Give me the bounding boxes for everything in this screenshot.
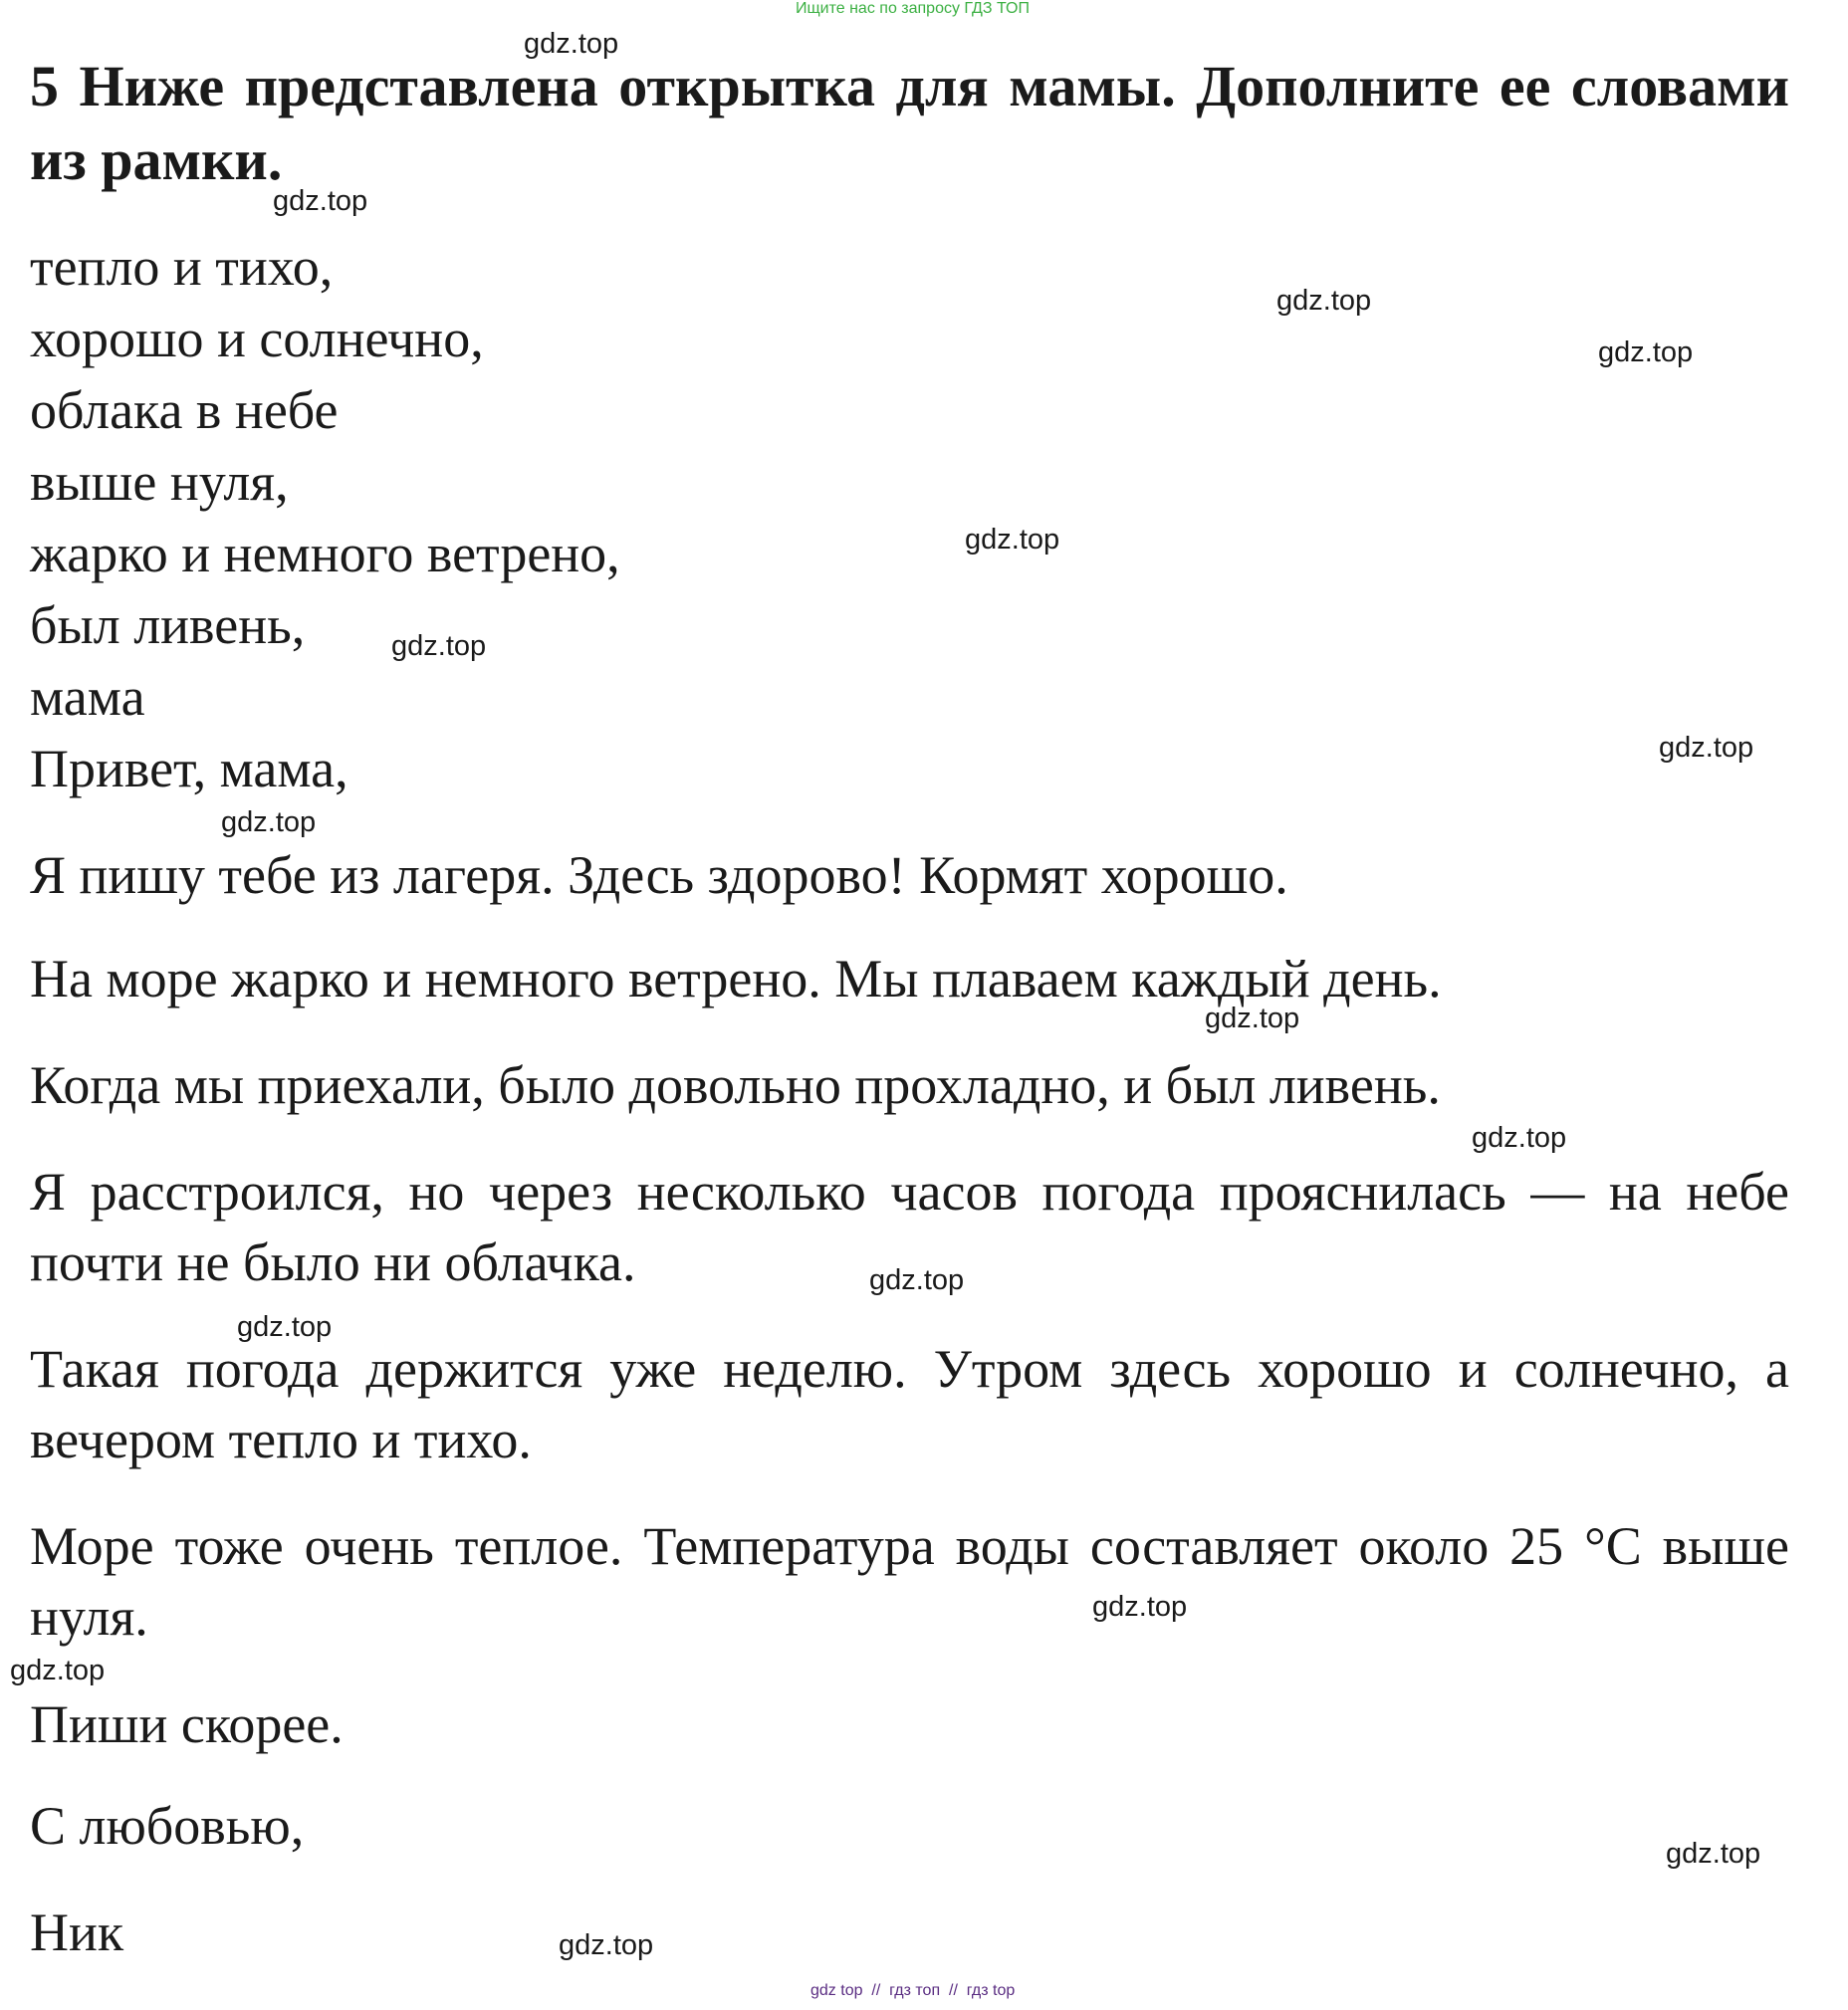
watermark: gdz.top — [1205, 1003, 1300, 1034]
watermark: gdz.top — [869, 1264, 965, 1296]
search-banner: Ищите нас по запросу ГДЗ ТОП — [796, 0, 1030, 17]
word-box-item: жарко и немного ветрено, — [30, 524, 620, 583]
watermark: gdz.top — [1666, 1838, 1761, 1870]
letter-closing: С любовью, — [30, 1796, 305, 1856]
task-title: 5 Ниже представлена открытка для мамы. Дополните ее словами из рамки. — [30, 54, 1789, 192]
watermark: gdz.top — [221, 806, 317, 838]
watermark: gdz.top — [391, 630, 487, 662]
watermark: gdz.top — [559, 1929, 654, 1961]
watermark: gdz.top — [524, 28, 619, 60]
watermark: gdz.top — [237, 1311, 333, 1343]
word-box-item: тепло и тихо, — [30, 237, 334, 297]
letter-paragraph: На море жарко и немного ветрено. Мы плаваем каждый день. — [30, 949, 1442, 1008]
letter-paragraph: Море тоже очень теплое. Температура воды составляет около 25 °С выше нуля. — [30, 1516, 1789, 1647]
watermark: gdz.top — [1472, 1122, 1567, 1154]
word-box-item: мама — [30, 667, 145, 727]
word-box-item: облака в небе — [30, 380, 339, 440]
word-box-item: выше нуля, — [30, 452, 289, 512]
watermark: gdz.top — [10, 1655, 106, 1686]
word-box-item: был ливень, — [30, 595, 306, 655]
letter-paragraph: Я пишу тебе из лагеря. Здесь здорово! Кормят хорошо. — [30, 845, 1288, 905]
letter-paragraph: Я расстроился, но через несколько часов погода прояснилась — на небе почти не было ни облачка. — [30, 1162, 1789, 1292]
watermark: gdz.top — [273, 185, 368, 217]
watermark: gdz.top — [1659, 732, 1754, 764]
watermark: gdz.top — [1598, 336, 1694, 368]
word-box-item: хорошо и солнечно, — [30, 309, 484, 368]
watermark: gdz.top — [1276, 285, 1372, 317]
letter-greeting: Привет, мама, — [30, 739, 348, 798]
watermark: gdz.top — [1092, 1591, 1188, 1623]
watermark: gdz.top — [965, 524, 1060, 556]
letter-paragraph: Пиши скорее. — [30, 1694, 344, 1754]
letter-paragraph: Когда мы приехали, было довольно прохладно, и был ливень. — [30, 1055, 1441, 1115]
letter-signature: Ник — [30, 1902, 124, 1962]
letter-paragraph: Такая погода держится уже неделю. Утром здесь хорошо и солнечно, а вечером тепло и тихо. — [30, 1339, 1789, 1469]
footer-links: gdz top // гдз топ // гдз top — [810, 1982, 1016, 1999]
